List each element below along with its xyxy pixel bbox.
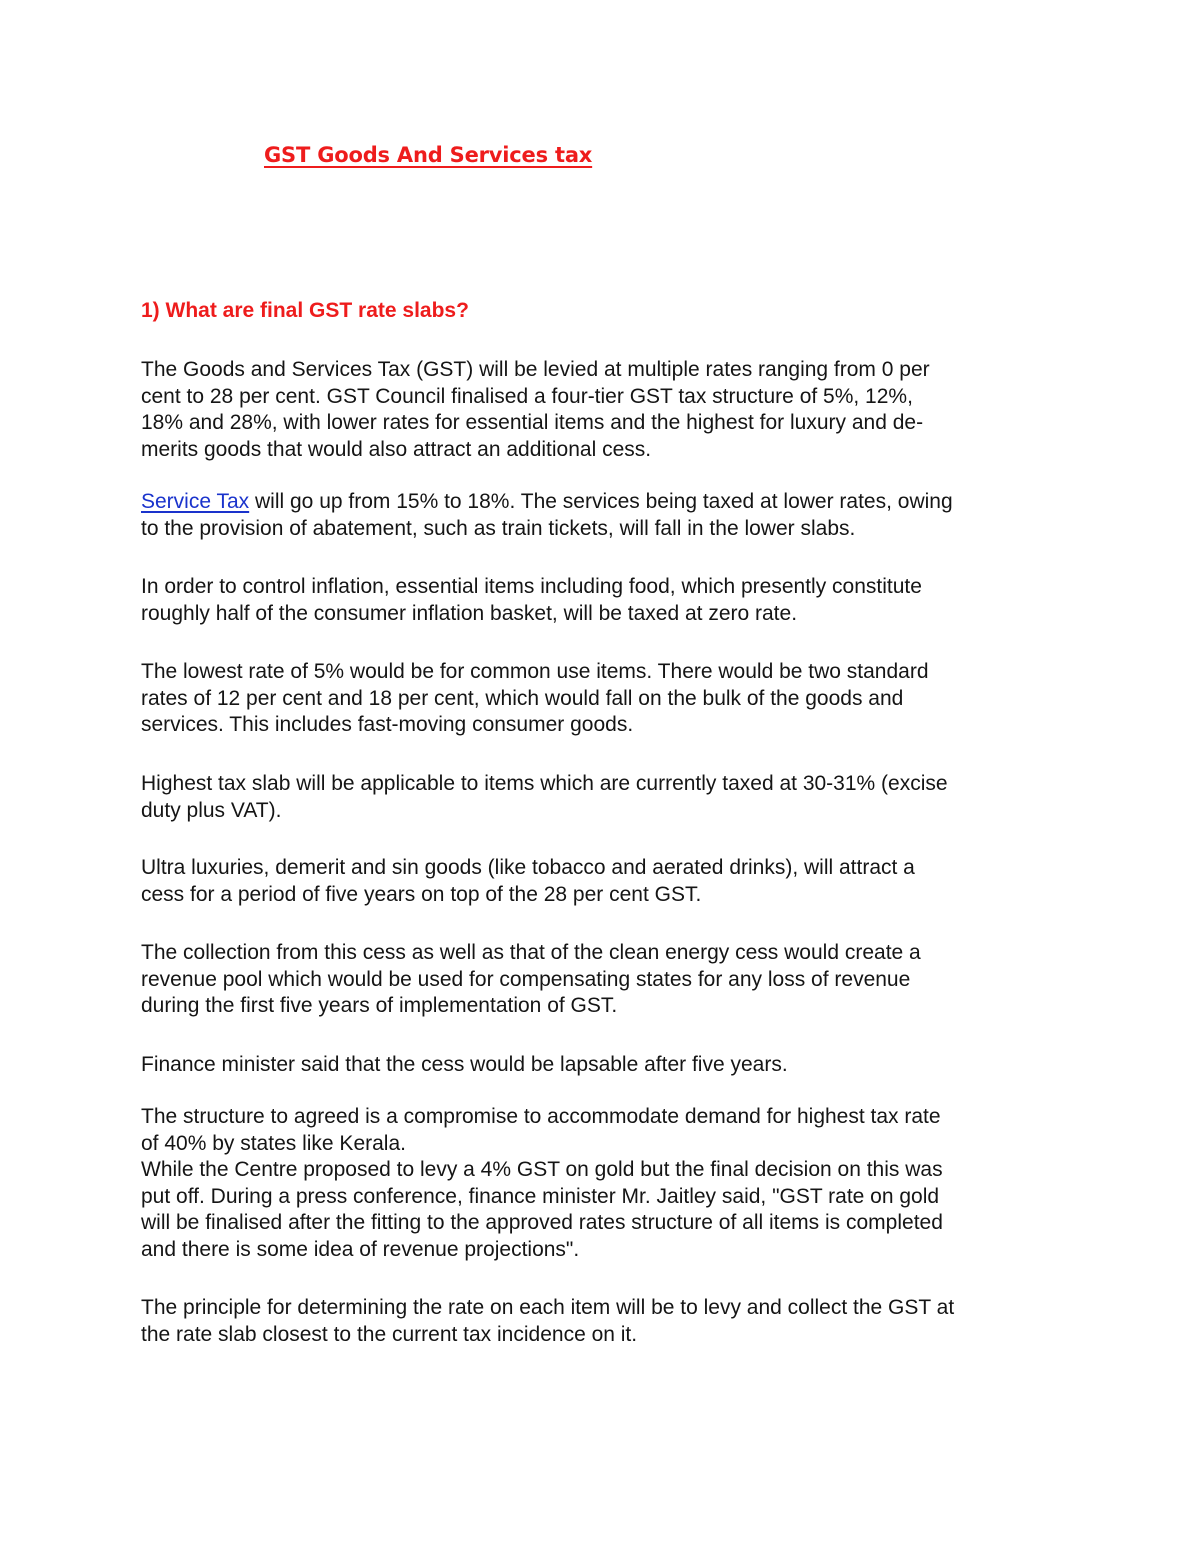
text-line: The structure to agreed is a compromise to accommodate demand for highest tax rate — [141, 1105, 941, 1128]
text-line: rates of 12 per cent and 18 per cent, which would fall on the bulk of the goods and — [141, 686, 904, 710]
text-segment: will go up from 15% to 18%. The services being taxed at lower rates, owing — [249, 490, 953, 513]
paragraph-inflation — [141, 574, 1071, 627]
text-line: The lowest rate of 5% would be for common use items. There would be two standard — [141, 660, 929, 683]
text-line: cess for a period of five years on top of the 28 per cent GST. — [141, 882, 702, 906]
text-line: Finance minister said that the cess would be lapsable after five years. — [141, 1053, 788, 1076]
paragraph-lowest-rate — [141, 659, 1071, 739]
paragraph-gst-rates — [141, 357, 1071, 463]
text-line: In order to control inflation, essential items including food, which presently constitute — [141, 575, 922, 598]
paragraph-principle — [141, 1295, 1071, 1348]
question-heading: 1) What are final GST rate slabs? — [141, 299, 469, 322]
text-line: services. This includes fast-moving consumer goods. — [141, 713, 634, 736]
paragraph-service-tax — [141, 489, 1071, 542]
text-line — [141, 489, 1071, 516]
text-line: Highest tax slab will be applicable to items which are currently taxed at 30-31% (excise — [141, 772, 948, 795]
text-line: to the provision of abatement, such as train tickets, will fall in the lower slabs. — [141, 516, 856, 540]
text-line: Ultra luxuries, demerit and sin goods (like tobacco and aerated drinks), will attract a — [141, 856, 915, 879]
document-title: GST Goods And Services tax — [264, 143, 593, 167]
text-line: 18% and 28%, with lower rates for essential items and the highest for luxury and de- — [141, 411, 924, 434]
text-line: The principle for determining the rate on each item will be to levy and collect the GST at — [141, 1296, 955, 1319]
text-line: the rate slab closest to the current tax incidence on it. — [141, 1322, 638, 1346]
text-line: merits goods that would also attract an additional cess. — [141, 437, 652, 461]
paragraph-highest-slab — [141, 771, 1071, 824]
service-tax-link[interactable]: Service Tax — [141, 490, 250, 513]
paragraph-cess-collection — [141, 940, 1071, 1020]
text-line: cent to 28 per cent. GST Council finalised a four-tier GST tax structure of 5%, 12%, — [141, 384, 913, 408]
text-line: The collection from this cess as well as that of the clean energy cess would create a — [141, 941, 921, 964]
text-line: roughly half of the consumer inflation basket, will be taxed at zero rate. — [141, 601, 798, 625]
text-line: will be finalised after the fitting to the approved rates structure of all items is completed — [141, 1211, 943, 1234]
paragraph-structure-compromise — [141, 1104, 1071, 1263]
paragraph-lapsable — [141, 1052, 1071, 1079]
text-line: during the first five years of implementation of GST. — [141, 994, 618, 1017]
text-line: and there is some idea of revenue projections". — [141, 1237, 580, 1261]
paragraph-ultra-luxuries — [141, 855, 1071, 908]
text-line: duty plus VAT). — [141, 798, 282, 822]
text-line: The Goods and Services Tax (GST) will be levied at multiple rates ranging from 0 per — [141, 358, 930, 381]
text-line: While the Centre proposed to levy a 4% GST on gold but the final decision on this was — [141, 1158, 943, 1181]
text-line: put off. During a press conference, finance minister Mr. Jaitley said, "GST rate on gold — [141, 1184, 940, 1208]
text-line: of 40% by states like Kerala. — [141, 1131, 406, 1155]
text-line: revenue pool which would be used for compensating states for any loss of revenue — [141, 967, 911, 991]
